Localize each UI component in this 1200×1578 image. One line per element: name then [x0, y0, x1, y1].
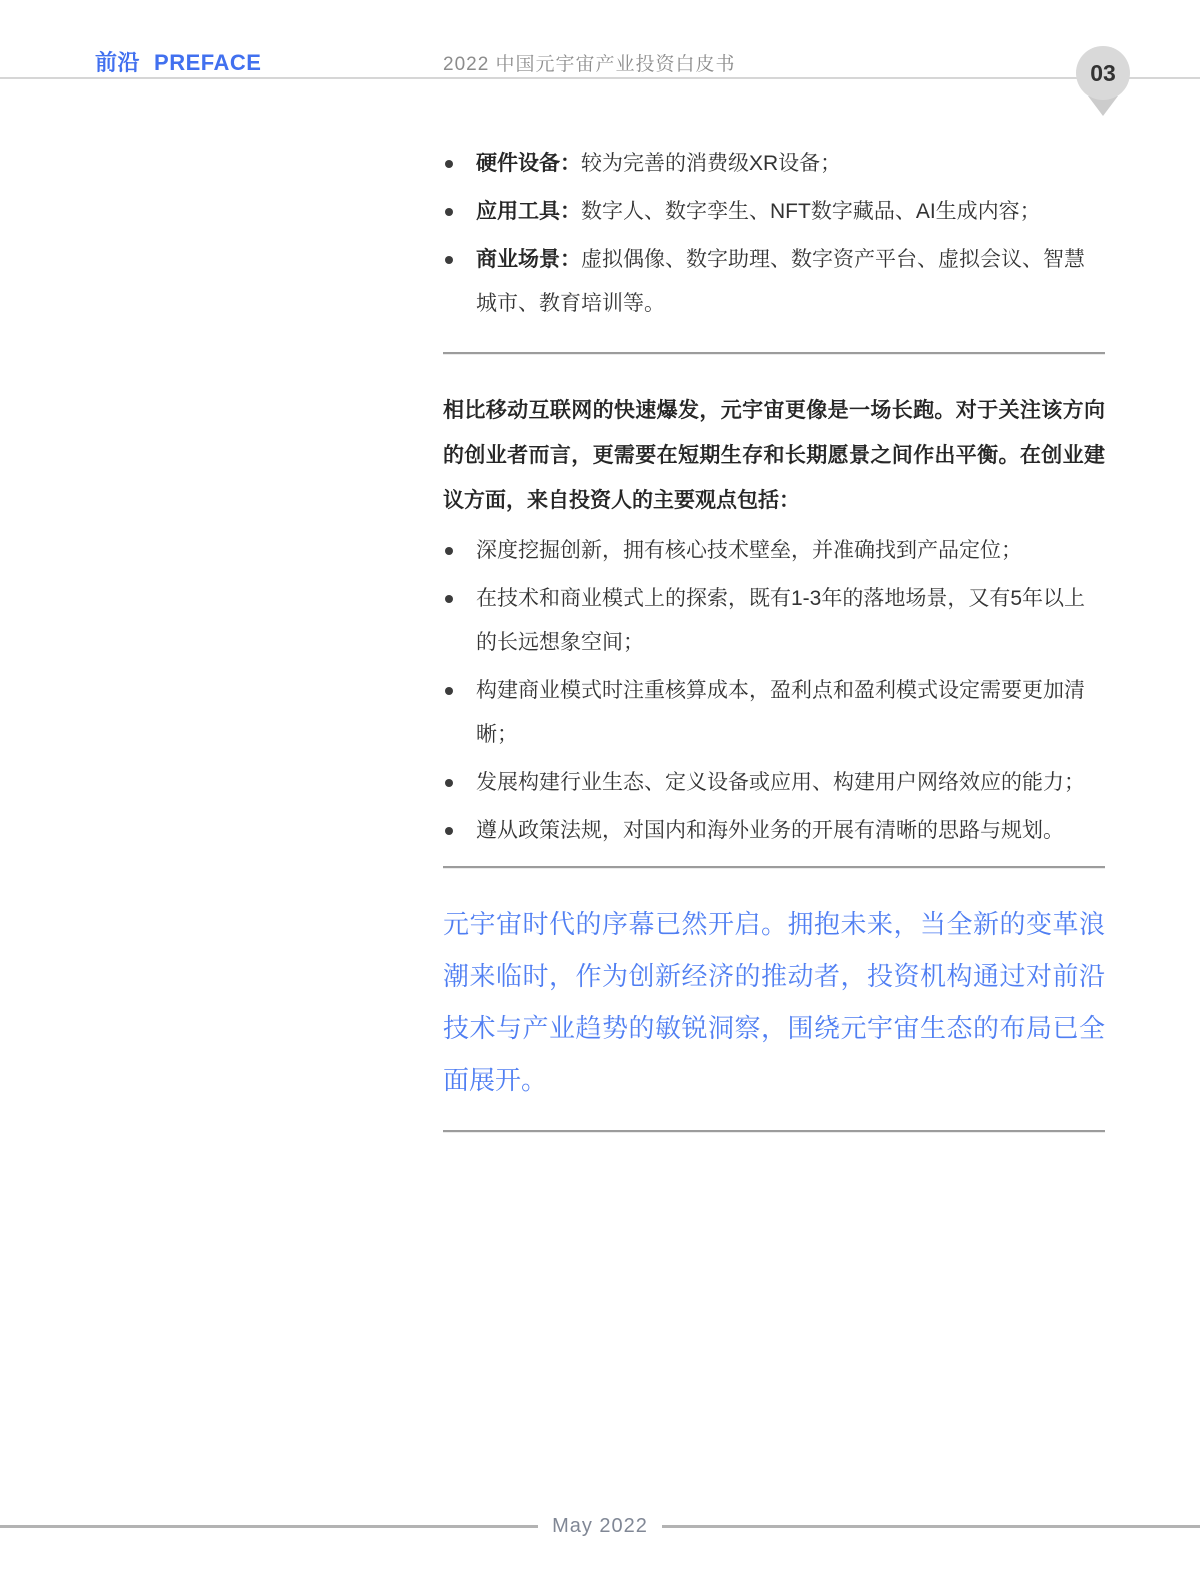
page-header	[0, 0, 1200, 86]
list-item	[443, 238, 1105, 326]
list-item-label: 硬件设备：	[476, 152, 581, 175]
list-item-text: 较为完善的消费级XR设备；	[581, 152, 842, 175]
bullet-icon	[445, 208, 453, 216]
document-title: 2022 中国元宇宙产业投资白皮书	[443, 54, 736, 75]
bullet-icon	[445, 687, 453, 695]
advice-intro-paragraph: 相比移动互联网的快速爆发，元宇宙更像是一场长跑。对于关注该方向的创业者而言，更需要在短期生存和长期愿景之间作出平衡。在创业建议方面，来自投资人的主要观点包括：	[443, 399, 1105, 512]
bullet-icon	[445, 779, 453, 787]
list-item-text: 遵从政策法规，对国内和海外业务的开展有清晰的思路与规划。	[476, 819, 1064, 842]
page-number: 03	[1076, 46, 1130, 100]
section-divider	[443, 866, 1105, 868]
bullet-icon	[445, 547, 453, 555]
list-item	[443, 190, 1105, 234]
section-divider	[443, 1130, 1105, 1132]
list-item	[443, 761, 1105, 805]
list-item-label: 应用工具：	[476, 200, 581, 223]
list-item-text: 发展构建行业生态、定义设备或应用、构建用户网络效应的能力；	[476, 771, 1085, 794]
footer-rule-right	[662, 1525, 1200, 1528]
list-item-text: 在技术和商业模式上的探索，既有1-3年的落地场景，又有5年以上的长远想象空间；	[476, 587, 1086, 654]
list-item	[443, 529, 1105, 573]
section-label-cn: 前沿	[95, 50, 141, 75]
bullet-icon	[445, 595, 453, 603]
list-item-text: 深度挖掘创新，拥有核心技术壁垒，并准确找到产品定位；	[476, 539, 1022, 562]
bullet-icon	[445, 256, 453, 264]
advice-list	[443, 529, 1105, 853]
maturity-list	[443, 142, 1105, 326]
list-item-text: 构建商业模式时注重核算成本，盈利点和盈利模式设定需要更加清晰；	[476, 679, 1085, 746]
closing-paragraph: 元宇宙时代的序幕已然开启。拥抱未来，当全新的变革浪潮来临时，作为创新经济的推动者，投资机构通过对前沿技术与产业趋势的敏锐洞察，围绕元宇宙生态的布局已全面展开。	[443, 909, 1105, 1095]
section-label	[95, 46, 261, 77]
list-item	[443, 577, 1105, 665]
list-item	[443, 669, 1105, 757]
list-item	[443, 142, 1105, 186]
footer-rule-left	[0, 1525, 538, 1528]
list-item-label: 商业场景：	[476, 248, 581, 271]
bullet-icon	[445, 160, 453, 168]
section-divider	[443, 352, 1105, 354]
section-label-en: PREFACE	[154, 50, 262, 75]
page-content	[0, 79, 1200, 1132]
list-item-text: 虚拟偶像、数字助理、数字资产平台、虚拟会议、智慧城市、教育培训等。	[476, 248, 1085, 315]
bullet-icon	[445, 827, 453, 835]
page-footer	[0, 1515, 1200, 1538]
list-item	[443, 809, 1105, 853]
footer-date: May 2022	[552, 1515, 648, 1537]
list-item-text: 数字人、数字孪生、NFT数字藏品、AI生成内容；	[581, 200, 1041, 223]
